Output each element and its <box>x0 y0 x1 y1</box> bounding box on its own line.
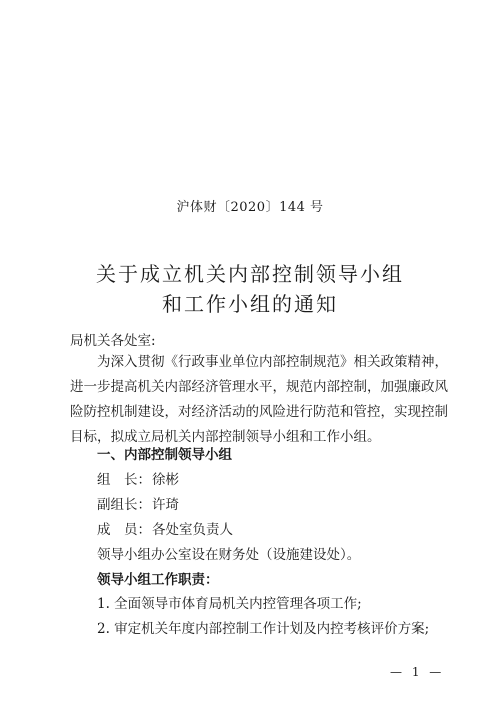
duties-heading: 领导小组工作职责： <box>97 572 219 588</box>
duty-item: 2. 审定机关年度内部控制工作计划及内控考核评价方案; <box>97 621 430 637</box>
leader-role: 副组长： <box>97 497 151 513</box>
paragraph-line: 险防控机制建设，对经济活动的风险进行防范和管控，实现控制 <box>70 404 448 420</box>
page-number: — 1 — <box>390 665 445 679</box>
office-note: 领导小组办公室设在财务处（设施建设处）。 <box>97 547 361 563</box>
document-title-line-2: 和工作小组的通知 <box>162 292 338 316</box>
leader-name: 许琦 <box>152 497 179 513</box>
leader-role: 成 员： <box>97 522 151 538</box>
addressee: 局机关各处室: <box>70 333 156 349</box>
leader-name: 各处室负责人 <box>152 522 233 538</box>
leader-role: 组 长： <box>97 472 151 488</box>
paragraph-line: 进一步提高机关内部经济管理水平，规范内部控制，加强廉政风 <box>70 379 448 395</box>
section-heading: 一、内部控制领导小组 <box>97 447 232 463</box>
leader-name: 徐彬 <box>152 472 179 488</box>
duty-item: 1. 全面领导市体育局机关内控管理各项工作; <box>97 596 362 612</box>
paragraph-line: 目标，拟成立局机关内部控制领导小组和工作小组。 <box>70 429 381 445</box>
document-title-line-1: 关于成立机关内部控制领导小组 <box>96 262 404 286</box>
document-number: 沪体财〔2020〕144 号 <box>176 200 324 215</box>
paragraph-line: 为深入贯彻《行政事业单位内部控制规范》相关政策精神， <box>97 354 448 370</box>
